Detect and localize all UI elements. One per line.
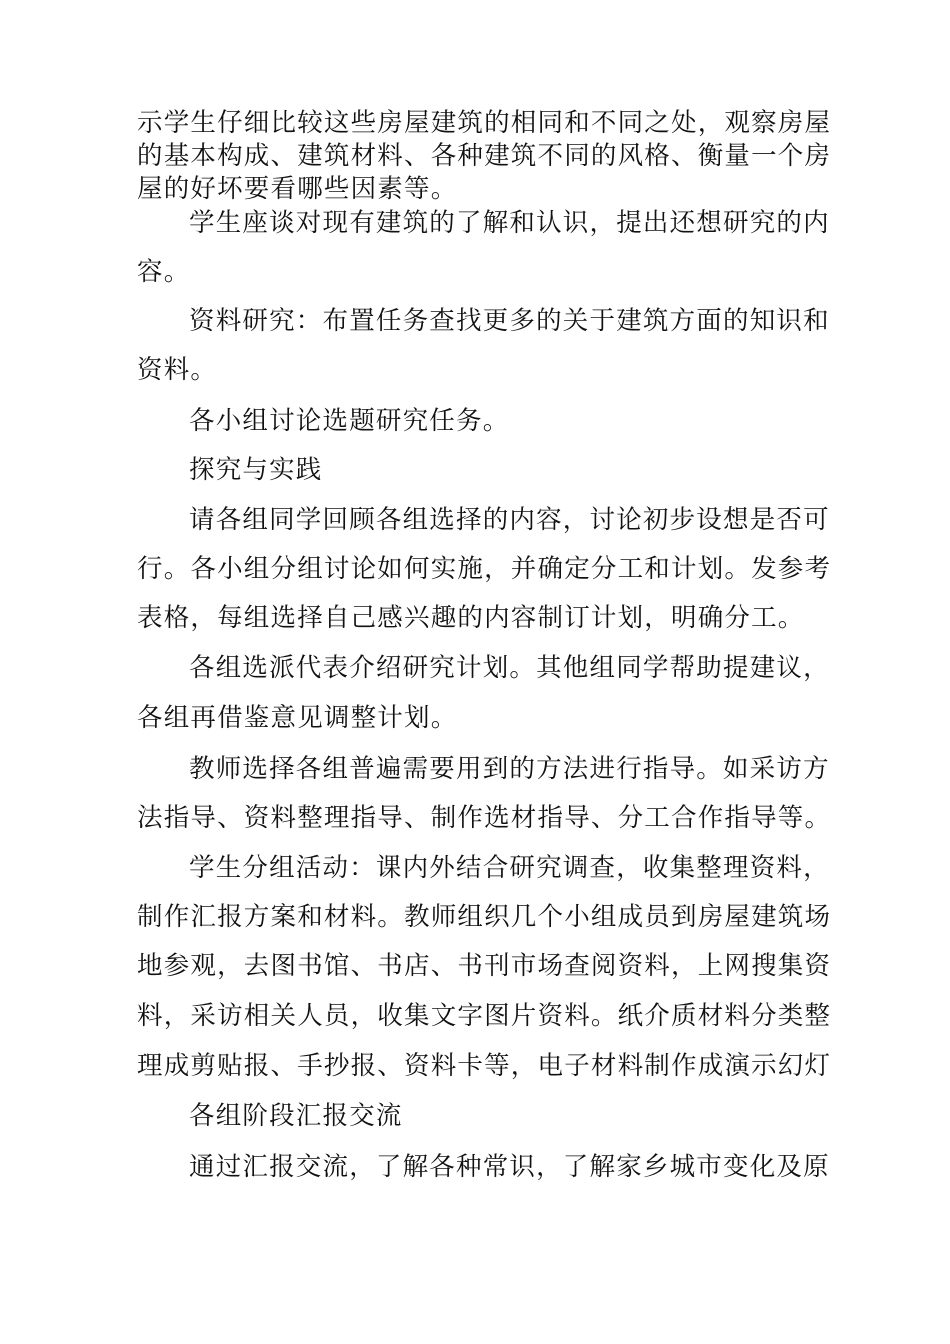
- text-line: 教师选择各组普遍需要用到的方法进行指导。如采访方: [189, 754, 830, 784]
- text-line: 表格，每组选择自己感兴趣的内容制订计划，明确分工。: [137, 603, 805, 633]
- text-line: 行。各小组分组讨论如何实施，并确定分工和计划。发参考: [137, 554, 832, 584]
- text-line: 容。: [137, 257, 191, 287]
- text-line: 各小组讨论选题研究任务。: [189, 406, 510, 436]
- text-line: 资料。: [137, 355, 218, 385]
- text-line: 理成剪贴报、手抄报、资料卡等，电子材料制作成演示幻灯: [137, 1051, 832, 1081]
- text-line: 学生座谈对现有建筑的了解和认识，提出还想研究的内: [189, 208, 830, 238]
- text-line: 法指导、资料整理指导、制作选材指导、分工合作指导等。: [137, 803, 832, 833]
- text-line: 地参观，去图书馆、书店、书刊市场查阅资料，上网搜集资: [137, 951, 832, 981]
- section-heading: 探究与实践: [189, 455, 323, 485]
- text-line: 示学生仔细比较这些房屋建筑的相同和不同之处，观察房屋: [137, 108, 832, 138]
- text-line: 通过汇报交流，了解各种常识，了解家乡城市变化及原: [189, 1152, 830, 1182]
- text-line: 料，采访相关人员，收集文字图片资料。纸介质材料分类整: [137, 1001, 832, 1031]
- text-line: 各组选派代表介绍研究计划。其他组同学帮助提建议，: [189, 653, 830, 683]
- section-heading: 各组阶段汇报交流: [189, 1101, 403, 1131]
- text-line: 各组再借鉴意见调整计划。: [137, 703, 458, 733]
- text-line: 屋的好坏要看哪些因素等。: [137, 174, 458, 204]
- text-line: 学生分组活动：课内外结合研究调查，收集整理资料，: [189, 853, 830, 883]
- text-line: 的基本构成、建筑材料、各种建筑不同的风格、衡量一个房: [137, 141, 832, 171]
- text-line: 请各组同学回顾各组选择的内容，讨论初步设想是否可: [189, 505, 830, 535]
- text-line: 制作汇报方案和材料。教师组织几个小组成员到房屋建筑场: [137, 902, 832, 932]
- text-line: 资料研究：布置任务查找更多的关于建筑方面的知识和: [189, 306, 830, 336]
